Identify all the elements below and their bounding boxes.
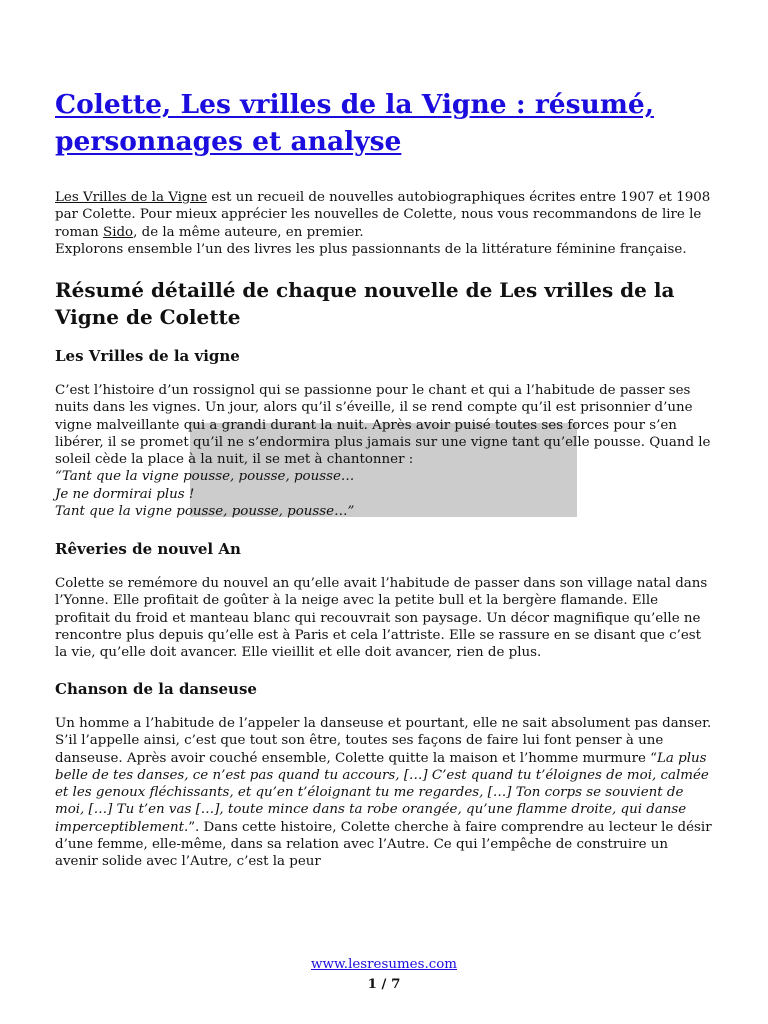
quote-line-1: “Tant que la vigne pousse, pousse, pousse… [55,469,355,485]
page-number: 1 / 7 [367,976,401,992]
intro-line-2: Explorons ensemble l’un des livres les plus passionnants de la littérature féminine française. [55,241,687,257]
heading-reveries: Rêveries de nouvel An [55,540,241,558]
paragraph-chanson-text-b: ”. Dans cette histoire, Colette cherche à faire comprendre au lecteur le désir d’une femme, elle-même, dans sa relation avec l’Autre. Ce qui l’empêche de construire un avenir solide avec l’Autre, c’est la peur [55,819,712,870]
paragraph-reveries: Colette se remémore du nouvel an qu’elle avait l’habitude de passer dans son village natal dans l’Yonne. Elle profitait de goûter à la neige avec la petite bull et la bergère flamande. Elle profitait du froid et manteau blanc qui recouvrait son paysage. Un décor magnifique qu’elle ne rencontre plus depuis qu’elle est à Paris et cela l’attriste. Elle se rassure en se disant que c’est la vie, qu’elle doit avancer. Elle vieillit et elle doit avancer, rien de plus. [55,576,708,661]
intro-paragraph [55,189,715,258]
paragraph-chanson [55,715,715,871]
footer-link[interactable]: www.lesresumes.com [311,957,457,972]
intro-text-2: , de la même auteure, en premier. [133,224,364,240]
paragraph-vrilles [55,382,715,520]
book-link[interactable]: Les Vrilles de la Vigne [55,190,208,205]
quote-line-2: Je ne dormirai plus ! [55,486,195,502]
page-title[interactable]: Colette, Les vrilles de la Vigne : résumé, personnages et analyse [55,89,654,157]
paragraph-vrilles-text: C’est l’histoire d’un rossignol qui se passionne pour le chant et qui a l’habitude de passer ses nuits dans les vignes. Un jour, alors qu’il s’éveille, il se rend compte qu’il est prisonnier d’une vigne malveillante qui a grandi durant la nuit. Après avoir puisé toutes ses forces pour s’en libérer, il se promet qu’il ne s’endormira plus jamais sur une vigne tant qu’elle pousse. Quand le soleil cède la place à la nuit, il se met à chantonner : [55,383,711,468]
heading-chanson: Chanson de la danseuse [55,680,257,698]
quote-line-3: Tant que la vigne pousse, pousse, pousse…” [55,504,355,520]
section-title: Résumé détaillé de chaque nouvelle de Les vrilles de la Vigne de Colette [55,278,675,329]
intro-text-1: est un recueil de nouvelles autobiographiques écrites entre 1907 et 1908 par Colette. Pour mieux apprécier les nouvelles de Colette, nous vous recommandons de lire le roman [55,190,711,240]
sido-link[interactable]: Sido [103,224,134,240]
paragraph-chanson-quote: La plus belle de tes danses, ce n’est pas quand tu accours, […] C’est quand tu t’éloignes de moi, calmée et les genoux fléchissants, et qu’en t’éloignant tu me regardes, […] Ton corps se souvient de moi, […] Tu t’en vas […], toute mince dans ta robe orangée, qu’une flamme droite, qui danse imperceptiblement. [55,750,709,835]
heading-vrilles: Les Vrilles de la vigne [55,347,240,365]
paragraph-chanson-text-a: Un homme a l’habitude de l’appeler la danseuse et pourtant, elle ne sait absolument pas danser. S’il l’appelle ainsi, c’est que tout son être, toutes ses façons de faire lui font penser à une danseuse. Après avoir couché ensemble, Colette quitte la maison et l’homme murmure “ [55,716,712,766]
